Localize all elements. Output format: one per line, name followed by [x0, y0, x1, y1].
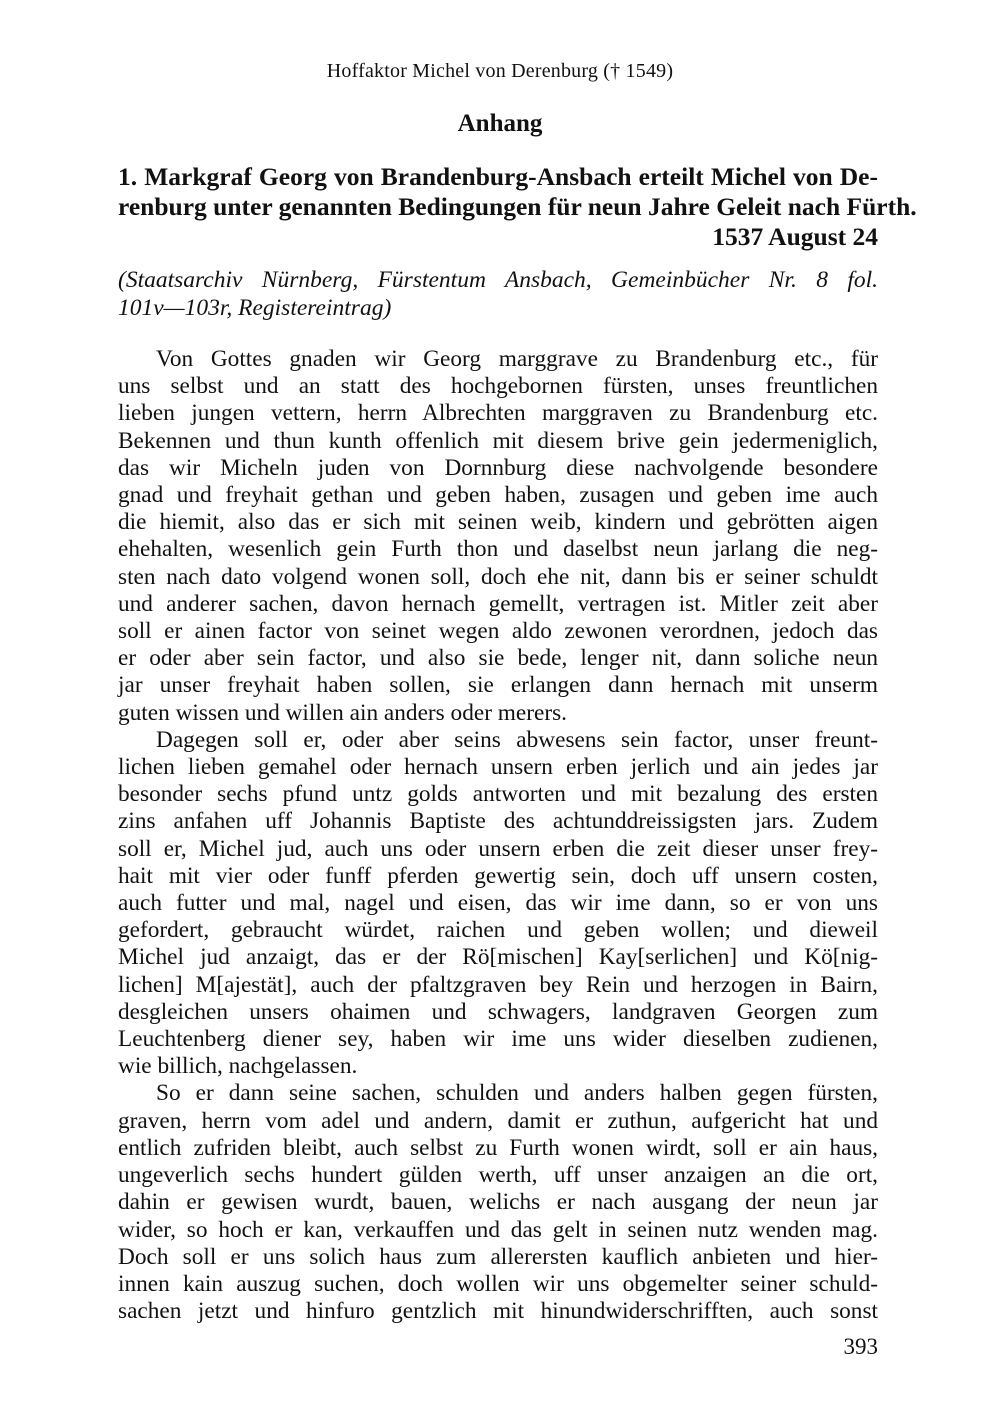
body-line: wider, so hoch er kan, verkauffen und das gelt in seinen nutz wenden mag. [118, 1216, 878, 1243]
body-line: lichen] M[ajestät], auch der pfaltzgraven bey Rein und herzogen in Bairn, [118, 971, 878, 998]
body-line: gefordert, gebraucht würdet, raichen und geben wollen; und dieweil [118, 917, 878, 944]
body-line: soll er, Michel jud, auch uns oder unsern erben die zeit dieser unser frey- [118, 835, 878, 862]
body-line: auch futter und mal, nagel und eisen, das wir ime dann, so er von uns [118, 890, 878, 917]
body-line: die hiemit, also das er sich mit seinen weib, kindern und gebrötten aigen [118, 509, 878, 536]
body-line: lichen lieben gemahel oder hernach unsern erben jerlich und ain jedes jar [118, 754, 878, 781]
source-line: 101v—103r, Registereintrag) [118, 295, 392, 321]
body-line: er oder aber sein factor, und also sie bede, lenger nit, dann soliche neun [118, 645, 878, 672]
body-line: jar unser freyhait haben sollen, sie erlangen dann hernach mit unserm [118, 672, 878, 699]
body-line: Dagegen soll er, oder aber seins abwesens sein factor, unser freunt- [156, 726, 878, 753]
body-line: zins anfahen uff Johannis Baptiste des achtunddreissigsten jars. Zudem [118, 808, 878, 835]
document-heading [118, 162, 917, 252]
body-line: dahin er gewisen wurdt, bauen, welichs er nach ausgang der neun jar [118, 1189, 878, 1216]
body-line: Von Gottes gnaden wir Georg marggrave zu Brandenburg etc., für [156, 346, 878, 372]
document-date: 1537 August 24 [712, 222, 878, 251]
body-line: gnad und freyhait gethan und geben haben, zusagen und geben ime auch [118, 482, 878, 509]
body-line: wie billich, nachgelassen. [118, 1053, 358, 1080]
running-head: Hoffaktor Michel von Derenburg († 1549) [326, 60, 674, 82]
body-line: entlich zufriden bleibt, auch selbst zu Furth wonen wirdt, soll er ain haus, [118, 1134, 878, 1161]
body-line: das wir Micheln juden von Dornnburg diese nachvolgende besondere [118, 454, 878, 481]
body-text [118, 346, 878, 1325]
body-line: Bekennen und thun kunth offenlich mit diesem brive gein jedermeniglich, [118, 427, 878, 454]
heading-line: renburg unter genannten Bedingungen für neun Jahre Geleit nach Fürth. [118, 192, 917, 221]
section-title: Anhang [457, 110, 543, 137]
body-line: Leuchtenberg diener sey, haben wir ime uns wider dieselben zudienen, [118, 1026, 878, 1053]
body-line: ehehalten, wesenlich gein Furth thon und daselbst neun jarlang die neg- [118, 536, 878, 563]
page-number: 393 [843, 1334, 878, 1359]
source-note [118, 266, 878, 322]
source-line: (Staatsarchiv Nürnberg, Fürstentum Ansbach, Gemeinbücher Nr. 8 fol. [118, 267, 878, 293]
body-line: Doch soll er uns solich haus zum allerersten kauflich anbieten und hier- [118, 1243, 878, 1270]
body-line: innen kain auszug suchen, doch wollen wir uns obgemelter seiner schuld- [118, 1270, 878, 1297]
body-line: sten nach dato volgend wonen soll, doch ehe nit, dann bis er seiner schuldt [118, 563, 878, 590]
body-line: Michel jud anzaigt, das er der Rö[mischen] Kay[serlichen] und Kö[nig- [118, 944, 878, 971]
body-line: uns selbst und an statt des hochgebornen fürsten, unses freuntlichen [118, 373, 878, 400]
body-line: guten wissen und willen ain anders oder merers. [118, 699, 567, 726]
body-line: lieben jungen vettern, herrn Albrechten marggraven zu Brandenburg etc. [118, 400, 878, 427]
body-line: und anderer sachen, davon hernach gemellt, vertragen ist. Mitler zeit aber [118, 590, 878, 617]
body-line: desgleichen unsers ohaimen und schwagers, landgraven Georgen zum [118, 998, 878, 1025]
body-line: sachen jetzt und hinfuro gentzlich mit hinundwiderschrifften, auch sonst [118, 1298, 878, 1325]
body-line: So er dann seine sachen, schulden und anders halben gegen fürsten, [156, 1080, 878, 1107]
body-line: soll er ainen factor von seinet wegen aldo zewonen verordnen, jedoch das [118, 618, 878, 645]
body-line: hait mit vier oder funff pferden gewertig sein, doch uff unsern costen, [118, 862, 878, 889]
body-line: besonder sechs pfund untz golds antworten und mit bezalung des ersten [118, 781, 878, 808]
body-line: ungeverlich sechs hundert gülden werth, uff unser anzaigen an die ort, [118, 1162, 878, 1189]
body-line: graven, herrn vom adel und andern, damit er zuthun, aufgericht hat und [118, 1107, 878, 1134]
heading-line: 1. Markgraf Georg von Brandenburg-Ansbach erteilt Michel von De- [118, 162, 878, 191]
